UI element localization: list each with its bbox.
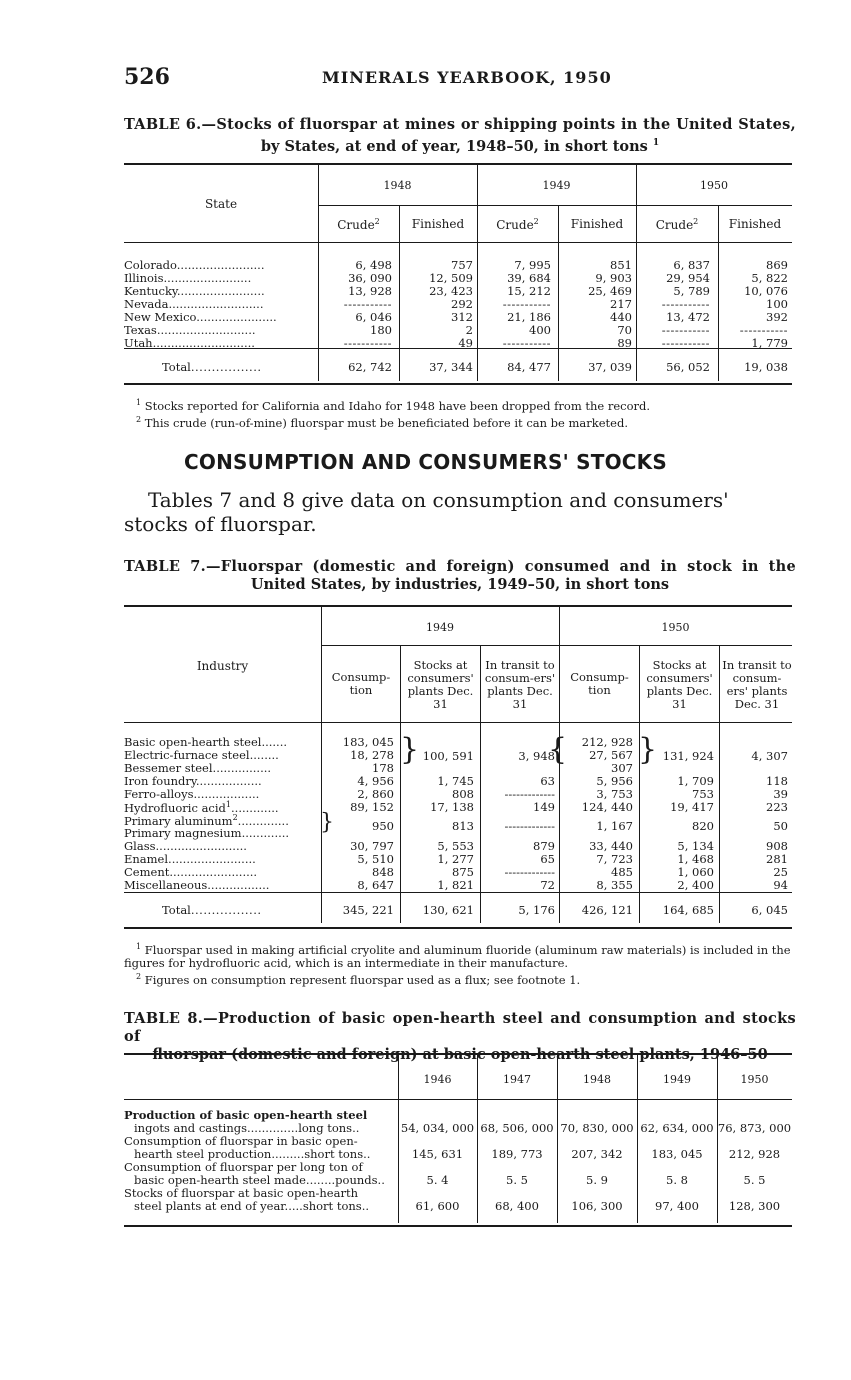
table6-cell: 851 xyxy=(610,258,632,272)
table6-cell: 70 xyxy=(617,323,632,337)
table7-cell: 183, 045 xyxy=(342,735,394,749)
table8-row-unit: pounds xyxy=(335,1173,378,1187)
table7-cell: 1, 745 xyxy=(437,774,474,788)
table7-total-cell: 130, 621 xyxy=(422,903,474,917)
table8-row-leader: .. xyxy=(363,1147,371,1161)
table8 xyxy=(124,1055,792,1235)
table6-footnotes xyxy=(136,396,796,430)
table7-row-leader: ............. xyxy=(231,800,279,815)
table6-cell: 89 xyxy=(617,336,632,350)
table7-title-line2: United States, by industries, 1949–50, in short tons xyxy=(250,576,670,593)
table7-stub-head: Industry xyxy=(196,659,249,673)
table6-row-label-text: Nevada xyxy=(124,297,169,311)
table7-empty-cell: ------------- xyxy=(504,819,555,833)
table7-row-leader: ........................ xyxy=(169,865,258,879)
table6-cell: 25, 469 xyxy=(588,284,632,298)
table8-bottom-rule xyxy=(124,1225,792,1227)
table6-row-leader: ........................ xyxy=(176,284,265,298)
table7-cell: 5, 553 xyxy=(437,839,474,853)
table8-row-label-line2 xyxy=(134,1121,359,1135)
table7-total-cell: 5, 176 xyxy=(518,903,555,917)
table7-cell: 3, 948 xyxy=(518,749,555,763)
table7-footnote-1: $^1$ Fluorspar used in making artificial cryolite and aluminum fluoride (aluminum raw materials) is included in the figures for hydrofluoric acid, which is an intermediate in their manufacture. xyxy=(124,942,791,970)
table6-row-label-text: Illinois xyxy=(124,271,164,285)
table7-row-label xyxy=(124,839,247,853)
table7-cell: 65 xyxy=(540,852,555,866)
table6-row-label xyxy=(124,310,277,324)
table8-row-leader: .............. xyxy=(247,1121,299,1135)
table7-hrule xyxy=(124,722,792,723)
table6-cell: 312 xyxy=(451,310,473,324)
table6-year-1948: 1948 xyxy=(383,179,412,192)
table6-cell: 6, 837 xyxy=(673,258,710,272)
table7-row-leader: ......................... xyxy=(155,839,247,853)
table8-cell: 68, 400 xyxy=(495,1199,539,1213)
table7-cell: 1, 709 xyxy=(677,774,714,788)
table6-empty-cell: ----------- xyxy=(661,336,710,350)
table6-cell: 5, 789 xyxy=(673,284,710,298)
table6-row-leader: ........................... xyxy=(156,323,256,337)
table6-cell: 39, 684 xyxy=(507,271,551,285)
table6-cell: 292 xyxy=(451,297,473,311)
table7-cell: 89, 152 xyxy=(350,800,394,814)
table7-hrule xyxy=(124,892,792,893)
table6-row-leader: .......................... xyxy=(168,297,264,311)
table6-cell: 12, 509 xyxy=(429,271,473,285)
table7-empty-cell: ------------- xyxy=(504,787,555,801)
page-number: 526 xyxy=(124,64,170,90)
table8-row-label-line1: Stocks of fluorspar at basic open-hearth xyxy=(124,1186,358,1200)
table7-cell: 19, 417 xyxy=(670,800,714,814)
table6-vrule xyxy=(399,205,400,381)
table8-cell: 5. 9 xyxy=(586,1173,608,1187)
table7-cell: 5, 134 xyxy=(677,839,714,853)
table8-cell: 76, 873, 000 xyxy=(717,1121,792,1135)
table6-row-label-text: Kentucky xyxy=(124,284,177,298)
table7-cell: 820 xyxy=(692,819,714,833)
table6-total-cell: 84, 477 xyxy=(507,360,551,374)
table6-hrule xyxy=(124,242,792,243)
table7-row-label-text: Cement xyxy=(124,865,170,879)
table6-footnote-2: $^2$ This crude (run-of-mine) fluorspar must be beneficiated before it can be marketed. xyxy=(136,414,628,430)
table7-cell: 17, 138 xyxy=(430,800,474,814)
table7-row-label-text: Ferro-alloys xyxy=(124,787,194,801)
table7-brace: } xyxy=(638,732,658,767)
table7-row-label xyxy=(124,852,256,866)
table6-total-label: Total................. xyxy=(162,360,262,374)
table8-cell: 61, 600 xyxy=(415,1199,460,1213)
table8-cell: 68, 506, 000 xyxy=(480,1121,554,1135)
table7-vrule xyxy=(321,607,322,923)
table6-row-leader: ........................ xyxy=(163,271,252,285)
table7-total-cell: 345, 221 xyxy=(342,903,394,917)
table8-cell: 145, 631 xyxy=(411,1147,464,1161)
intro-paragraph: Tables 7 and 8 give data on consumption and consumers' stocks of fluorspar. xyxy=(124,488,729,536)
table8-row-label-line2 xyxy=(134,1199,369,1213)
table6-title-line1: TABLE 6.—Stocks of fluorspar at mines or shipping points in the United States, xyxy=(124,116,796,133)
table7-vrule xyxy=(480,645,481,923)
table6-cell: 2 xyxy=(465,323,473,337)
table7-cell: 72 xyxy=(540,878,555,892)
table7-row-label xyxy=(124,826,289,840)
table8-row-leader: ........ xyxy=(305,1173,336,1187)
table7-col-transit: In transit to consum-ers' plants Dec. 31 xyxy=(722,658,792,711)
table6-cell: 29, 954 xyxy=(666,271,710,285)
table6-total-cell: 37, 039 xyxy=(588,360,632,374)
table8-year: 1946 xyxy=(423,1073,452,1086)
table8-year: 1947 xyxy=(503,1073,531,1086)
table8-row-label-line2 xyxy=(134,1173,385,1187)
table8-cell: 183, 045 xyxy=(651,1147,703,1161)
table7-row-label xyxy=(124,787,259,801)
table6-row-label xyxy=(124,297,264,311)
table8-cell: 54, 034, 000 xyxy=(400,1121,475,1135)
table6-year-1950: 1950 xyxy=(700,179,728,192)
table6-cell: 21, 186 xyxy=(507,310,551,324)
table7-brace: } xyxy=(400,732,420,767)
table7-row-label xyxy=(124,774,262,788)
table7-cell: 4, 307 xyxy=(751,749,788,763)
table7-row-leader: .................. xyxy=(193,787,260,801)
table7-row-leader: ................ xyxy=(212,761,272,775)
table7-vrule xyxy=(400,645,401,923)
table6-title xyxy=(124,116,796,156)
table8-row-leader: .. xyxy=(352,1121,360,1135)
table8-row-label-text: basic open-hearth steel made xyxy=(134,1173,306,1187)
table7-cell: 485 xyxy=(611,865,633,879)
table7-cell: 131, 924 xyxy=(662,749,714,763)
table7-cell: 813 xyxy=(452,819,474,833)
table6-year-1949: 1949 xyxy=(542,179,571,192)
table8-row-leader: ..... xyxy=(284,1199,303,1213)
table8-cell: 189, 773 xyxy=(491,1147,543,1161)
table6-cell: 6, 498 xyxy=(355,258,392,272)
table6-row-label xyxy=(124,336,255,350)
table7-col-consumption: Consump-tion xyxy=(331,670,391,697)
table7-cell: 212, 928 xyxy=(581,735,633,749)
table6-cell: 23, 423 xyxy=(429,284,473,298)
table7-cell: 1, 821 xyxy=(437,878,474,892)
table6-empty-cell: ----------- xyxy=(502,336,551,350)
table6-col-crude: Crude$^2$ xyxy=(337,217,380,232)
table8-row-unit: short tons xyxy=(302,1199,362,1213)
table7-cell: 124, 440 xyxy=(581,800,633,814)
table6-row-leader: ........................ xyxy=(176,258,265,272)
table7-row-footnote-mark: 2 xyxy=(232,813,238,822)
table8-row-label-line1: Consumption of fluorspar per long ton of xyxy=(124,1160,363,1174)
table7-row-leader: ............. xyxy=(241,826,290,840)
table7-col-stocks: Stocks at consumers' plants Dec. 31 xyxy=(407,658,474,711)
table6-cell: 757 xyxy=(451,258,473,272)
table6-cell: 10, 076 xyxy=(744,284,788,298)
table6-row-label-text: Colorado xyxy=(124,258,177,272)
table7-col-transit: In transit to consum-ers' plants Dec. 31 xyxy=(484,658,556,711)
table7-cell: 879 xyxy=(533,839,555,853)
table6-footnote-1: $^1$ Stocks reported for California and Idaho for 1948 have been dropped from the record. xyxy=(136,398,651,413)
table7-cell: 8, 647 xyxy=(357,878,394,892)
table8-cell: 212, 928 xyxy=(728,1147,781,1161)
table7-hrule xyxy=(321,645,792,646)
table8-row-label-line1: Consumption of fluorspar in basic open- xyxy=(124,1134,358,1148)
table7-row-label-text: Primary aluminum xyxy=(124,813,233,828)
table8-row-label-line2 xyxy=(134,1147,370,1161)
table8-year: 1948 xyxy=(583,1073,611,1086)
table6-cell: 6, 046 xyxy=(355,310,392,324)
table7-cell: 118 xyxy=(766,774,788,788)
table7-cell: 307 xyxy=(611,761,633,775)
table7-row-leader: ................. xyxy=(207,878,270,892)
table8-cell: 70, 830, 000 xyxy=(560,1121,634,1135)
table7-row-label-text: Miscellaneous xyxy=(124,878,208,892)
table7-row-leader: .............. xyxy=(237,813,289,828)
table8-row-leader: .. xyxy=(377,1173,385,1187)
table7-row-footnote-mark: 1 xyxy=(225,800,232,809)
table6-total-cell: 56, 052 xyxy=(666,360,710,374)
table6-row-label-text: New Mexico xyxy=(124,310,197,324)
table7-cell: 8, 355 xyxy=(596,878,633,892)
table7-cell: 63 xyxy=(540,774,555,788)
table7-cell: 1, 277 xyxy=(437,852,474,866)
table6-total-cell: 19, 038 xyxy=(744,360,788,374)
table6-vrule xyxy=(558,205,559,381)
table8-title-line1: TABLE 8.—Production of basic open-hearth steel and consumption and stocks of xyxy=(124,1010,796,1045)
table7-cell: 875 xyxy=(452,865,474,879)
table8-row-unit: short tons xyxy=(304,1147,364,1161)
table6-row-leader: ............................ xyxy=(152,336,255,350)
table7-total-cell: 164, 685 xyxy=(662,903,714,917)
table6-row-label xyxy=(124,258,265,272)
table7-row-label-text: Bessemer steel xyxy=(124,761,213,775)
table6 xyxy=(124,165,792,387)
table6-cell: 400 xyxy=(529,323,551,337)
table6-cell: 869 xyxy=(766,258,788,272)
table7-cell: 1, 060 xyxy=(677,865,714,879)
table7-cell: 27, 567 xyxy=(589,748,633,762)
table6-stub-head: State xyxy=(204,197,238,211)
table8-year: 1949 xyxy=(663,1073,691,1086)
table8-row-label-line1: Production of basic open-hearth steel xyxy=(124,1108,368,1122)
table7-cell: 1, 167 xyxy=(596,819,633,833)
table7-brace: { xyxy=(548,732,568,767)
table7 xyxy=(124,607,792,932)
table6-vrule xyxy=(718,205,719,381)
table8-cell: 5. 4 xyxy=(426,1173,449,1187)
table7-year-1950: 1950 xyxy=(661,621,690,634)
table7-row-label-text: Hydrofluoric acid xyxy=(124,800,226,815)
table6-bottom-rule xyxy=(124,383,792,385)
table7-cell: 950 xyxy=(372,819,394,833)
table7-cell: 94 xyxy=(773,878,788,892)
table8-cell: 5. 5 xyxy=(743,1173,766,1187)
table8-cell: 207, 342 xyxy=(571,1147,623,1161)
table7-total-cell: 6, 045 xyxy=(751,903,788,917)
table7-row-leader: ........ xyxy=(249,748,279,762)
table6-row-label-text: Utah xyxy=(124,336,153,350)
table6-cell: 36, 090 xyxy=(348,271,392,285)
table7-cell: 908 xyxy=(766,839,788,853)
table6-title-footnote-mark: 1 xyxy=(652,138,660,148)
table8-row-leader: ......... xyxy=(271,1147,305,1161)
table8-row-label-text: steel plants at end of year xyxy=(134,1199,285,1213)
table7-row-label-text: Primary magnesium xyxy=(124,826,242,840)
table7-col-consumption: Consump-tion xyxy=(570,670,629,697)
table6-cell: 7, 995 xyxy=(514,258,551,272)
table7-row-label xyxy=(124,735,287,749)
table7-cell: 2, 400 xyxy=(677,878,714,892)
table6-col-finished: Finished xyxy=(570,217,624,231)
table6-row-leader: ...................... xyxy=(196,310,277,324)
table6-total-cell: 62, 742 xyxy=(348,360,392,374)
table7-row-label xyxy=(124,748,279,762)
table7-cell: 3, 753 xyxy=(596,787,633,801)
table7-title xyxy=(124,558,796,594)
table8-cell: 62, 634, 000 xyxy=(640,1121,714,1135)
table7-cell: 848 xyxy=(372,865,394,879)
table7-row-leader: .................. xyxy=(195,774,262,788)
table6-row-label xyxy=(124,284,265,298)
table7-row-label xyxy=(124,761,271,775)
table7-footnotes xyxy=(124,940,796,987)
table8-hrule xyxy=(124,1099,792,1100)
table6-cell: 392 xyxy=(766,310,788,324)
table8-cell: 106, 300 xyxy=(571,1199,623,1213)
table7-cell: 5, 956 xyxy=(596,774,633,788)
table7-cell: 1, 468 xyxy=(677,852,714,866)
table7-cell: 39 xyxy=(773,787,788,801)
table7-cell: 753 xyxy=(692,787,714,801)
table7-cell: 223 xyxy=(766,800,788,814)
table6-empty-cell: ----------- xyxy=(343,336,392,350)
table7-row-label xyxy=(124,878,269,892)
table7-row-label xyxy=(124,865,257,879)
table6-empty-cell: ----------- xyxy=(661,323,710,337)
table6-col-crude: Crude$^2$ xyxy=(496,217,539,232)
table7-cell: 5, 510 xyxy=(357,852,394,866)
table6-hrule xyxy=(318,205,792,206)
table6-cell: 100 xyxy=(766,297,788,311)
table6-col-crude: Crude$^2$ xyxy=(655,217,699,232)
table7-cell: 25 xyxy=(773,865,788,879)
table7-footnote-2: $^2$ Figures on consumption represent fluorspar used as a flux; see footnote 1. xyxy=(136,971,581,987)
table8-row-unit: long tons xyxy=(298,1121,353,1135)
table6-col-finished: Finished xyxy=(411,217,465,231)
table6-cell: 1, 779 xyxy=(751,336,788,350)
table6-empty-cell: ----------- xyxy=(502,297,551,311)
table6-cell: 180 xyxy=(370,323,392,337)
table8-row-leader: .. xyxy=(361,1199,369,1213)
table6-cell: 13, 472 xyxy=(666,310,710,324)
table8-cell: 128, 300 xyxy=(728,1199,781,1213)
table6-row-label-text: Texas xyxy=(124,323,157,337)
table7-col-stocks: Stocks at consumers' plants Dec. 31 xyxy=(646,658,713,711)
table7-row-leader: ....... xyxy=(261,735,288,749)
table7-total-cell: 426, 121 xyxy=(581,903,633,917)
table6-cell: 15, 212 xyxy=(507,284,551,298)
table7-cell: 281 xyxy=(766,852,788,866)
table7-cell: 50 xyxy=(773,819,788,833)
table6-total-cell: 37, 344 xyxy=(429,360,473,374)
table8-row-label-text: hearth steel production xyxy=(134,1147,272,1161)
table7-year-1949: 1949 xyxy=(426,621,454,634)
table7-row-label-text: Basic open-hearth steel xyxy=(124,735,262,749)
table6-row-label xyxy=(124,323,256,337)
table6-empty-cell: ----------- xyxy=(739,323,788,337)
table8-cell: 97, 400 xyxy=(655,1199,699,1213)
table6-cell: 440 xyxy=(610,310,632,324)
table7-cell: 7, 723 xyxy=(596,852,633,866)
table6-cell: 49 xyxy=(458,336,473,350)
table6-cell: 13, 928 xyxy=(348,284,392,298)
table6-col-finished: Finished xyxy=(728,217,782,231)
table7-vrule xyxy=(639,645,640,923)
table8-cell: 5. 8 xyxy=(666,1173,688,1187)
table7-cell: 4, 956 xyxy=(357,774,394,788)
table7-cell: 18, 278 xyxy=(350,748,394,762)
section-heading: CONSUMPTION AND CONSUMERS' STOCKS xyxy=(184,450,667,474)
table7-cell: 178 xyxy=(372,761,394,775)
table8-year: 1950 xyxy=(740,1073,769,1086)
table7-cell: 33, 440 xyxy=(589,839,633,853)
table7-row-leader: ........................ xyxy=(168,852,256,866)
table7-cell: 808 xyxy=(452,787,474,801)
table7-total-label: Total................. xyxy=(162,903,262,917)
table7-row-label-text: Iron foundry xyxy=(124,774,196,788)
table7-row-label-text: Electric-furnace steel xyxy=(124,748,250,762)
table7-vrule xyxy=(719,645,720,923)
table7-bottom-rule xyxy=(124,927,792,929)
table6-title-line2: by States, at end of year, 1948–50, in short tons xyxy=(260,137,648,155)
table6-empty-cell: ----------- xyxy=(343,297,392,311)
table7-cell: 30, 797 xyxy=(350,839,394,853)
table7-cell: 100, 591 xyxy=(422,749,474,763)
table6-row-label xyxy=(124,271,251,285)
table7-empty-cell: ------------- xyxy=(504,865,555,879)
table7-cell: 2, 860 xyxy=(357,787,394,801)
table6-empty-cell: ----------- xyxy=(661,297,710,311)
table7-cell: 149 xyxy=(533,800,555,814)
table7-brace: } xyxy=(320,810,334,835)
table6-cell: 9, 903 xyxy=(595,271,632,285)
table7-row-label-text: Enamel xyxy=(124,852,169,866)
table6-cell: 5, 822 xyxy=(751,271,788,285)
running-head: MINERALS YEARBOOK, 1950 xyxy=(322,68,612,87)
table6-cell: 217 xyxy=(610,297,632,311)
table7-row-label-text: Glass xyxy=(124,839,156,853)
table8-cell: 5. 5 xyxy=(506,1173,528,1187)
table8-row-label-text: ingots and castings xyxy=(134,1121,247,1135)
table7-title-line1: TABLE 7.—Fluorspar (domestic and foreign) consumed and in stock in the xyxy=(124,558,796,575)
